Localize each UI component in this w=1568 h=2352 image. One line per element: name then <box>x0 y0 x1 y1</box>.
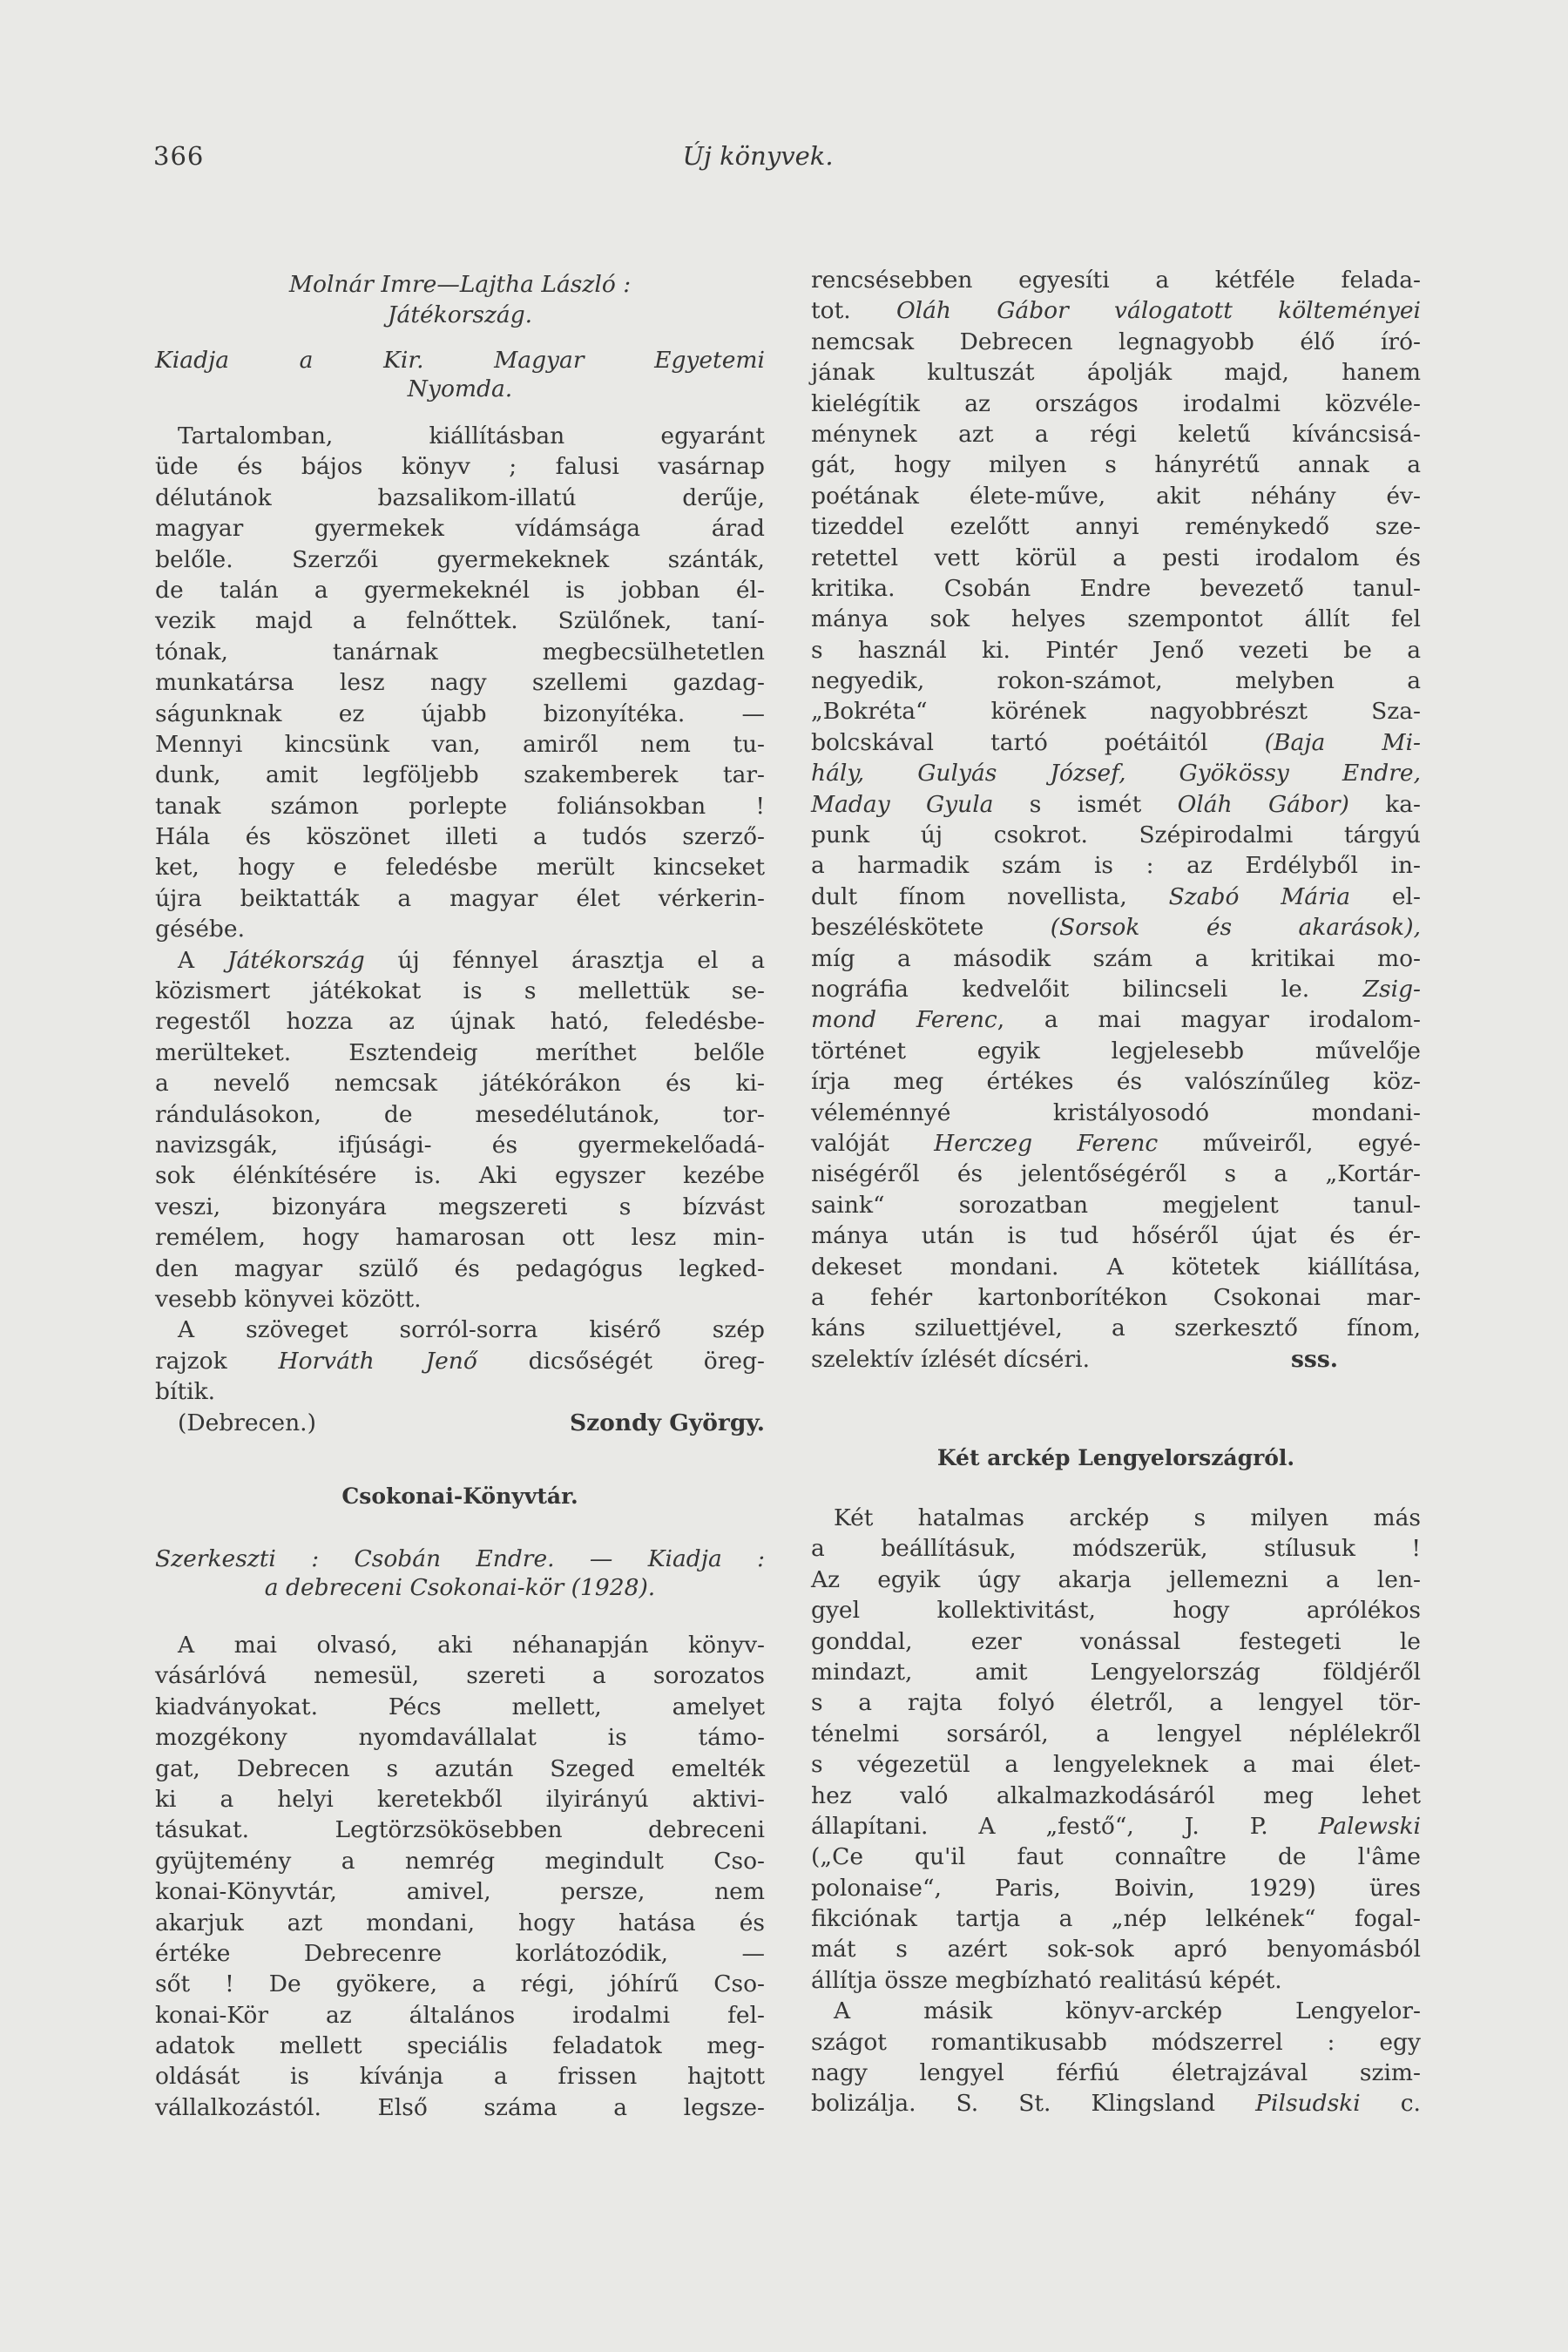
text-run: gésébe. <box>155 916 245 943</box>
text-run: a harmadik szám is : az Erdélyből in- <box>811 852 1421 880</box>
text-line <box>155 821 765 852</box>
imprint-block <box>155 1544 765 1602</box>
text-run: ka- <box>1348 790 1421 818</box>
text-line <box>811 789 1421 820</box>
text-line <box>811 666 1421 696</box>
text-run: újra beiktatták a magyar élet vérkerin- <box>155 884 765 912</box>
paragraph <box>811 1503 1421 1996</box>
text-run: konai-Kör az általános irodalmi fel- <box>155 2001 765 2029</box>
text-run: Tartalomban, kiállításban egyaránt <box>178 422 765 449</box>
running-title-text: Új könyvek. <box>682 141 834 171</box>
text-run: gyüjtemény a nemrég megindult Cso- <box>155 1847 765 1875</box>
text-line <box>155 1346 765 1376</box>
text-run: nográfia kedvelőit bilincseli le. <box>811 975 1363 1003</box>
text-line <box>811 1159 1421 1189</box>
text-line <box>811 389 1421 419</box>
text-line <box>811 1626 1421 1657</box>
paragraph <box>155 1408 765 1438</box>
signature: sss. <box>1291 1345 1338 1373</box>
text-run: fikciónak tartja a „nép lelkének“ fogal- <box>811 1905 1421 1933</box>
text-run: veszi, bizonyára megszereti s bízvást <box>155 1193 765 1220</box>
italic-text-run: (Sorsok és akarások), <box>1050 914 1421 942</box>
text-line <box>155 1908 765 1938</box>
signature: Szondy György. <box>569 1409 765 1436</box>
text-line <box>811 449 1421 480</box>
text-line <box>811 2027 1421 2058</box>
text-line <box>811 882 1421 912</box>
text-run: dekeset mondani. A kötetek kiállítása, <box>811 1253 1421 1281</box>
text-line <box>811 635 1421 666</box>
text-run: s a rajta folyó életről, a lengyel tör- <box>811 1689 1421 1717</box>
italic-text-run: mond Ferenc <box>811 1006 997 1034</box>
text-line <box>155 1722 765 1753</box>
text-line <box>811 1749 1421 1780</box>
text-run: míg a második szám a kritikai mo- <box>811 944 1421 972</box>
text-run: dicsőségét öreg- <box>476 1347 765 1375</box>
text-run: oldását is kívánja a frissen hajtott <box>155 2063 765 2091</box>
text-run: tizeddel ezelőtt annyi reménykedő sze- <box>811 513 1421 541</box>
text-line <box>811 511 1421 542</box>
text-run: gát, hogy milyen s hányrétű annak a <box>811 451 1421 479</box>
text-run: kielégítik az országos irodalmi közvéle- <box>811 389 1421 417</box>
body-block <box>155 1630 765 2123</box>
text-run: gat, Debrecen s azután Szeged emelték <box>155 1754 765 1782</box>
text-line <box>811 1657 1421 1687</box>
text-line <box>811 1687 1421 1718</box>
text-line <box>811 974 1421 1004</box>
italic-text-run: Zsig- <box>1362 975 1421 1003</box>
text-run: Két arckép Lengyelországról. <box>936 1445 1295 1470</box>
text-line <box>155 637 765 667</box>
text-line <box>155 1222 765 1253</box>
text-run: beszéléskötete <box>811 914 1051 942</box>
text-line <box>155 1068 765 1098</box>
text-run: délutánok bazsalikom-illatú derűje, <box>155 483 765 511</box>
text-line <box>155 1846 765 1876</box>
imprint-block <box>155 346 765 403</box>
paragraph <box>155 421 765 945</box>
text-run: tásukat. Legtörzsökösebben debreceni <box>155 1816 765 1844</box>
text-line <box>155 575 765 605</box>
text-run: új fénnyel árasztja el a <box>364 946 765 974</box>
italic-text-run: Játékország <box>226 946 365 974</box>
text-run: belőle. Szerzői gyermekeknek szánták, <box>155 545 765 573</box>
text-line <box>155 976 765 1006</box>
text-line <box>155 2061 765 2092</box>
text-line <box>811 543 1421 573</box>
text-line <box>811 1873 1421 1903</box>
text-run: akarjuk azt mondani, hogy hatása és <box>155 1909 765 1936</box>
text-line <box>155 2031 765 2061</box>
text-run: történet egyik legjelesebb művelője <box>811 1037 1421 1064</box>
text-run: nemcsak Debrecen legnagyobb élő író- <box>811 328 1421 355</box>
text-line <box>811 1565 1421 1595</box>
text-line <box>155 945 765 976</box>
text-run: adatok mellett speciális feladatok meg- <box>155 2032 765 2060</box>
text-line <box>811 357 1421 388</box>
text-line <box>811 419 1421 449</box>
text-line <box>155 1692 765 1722</box>
text-line <box>811 1903 1421 1934</box>
text-run: gonddal, ezer vonással festegeti le <box>811 1627 1421 1655</box>
text-line <box>155 2092 765 2123</box>
text-run: közismert játékokat is s mellettük se- <box>155 977 765 1005</box>
text-line <box>155 1376 765 1407</box>
italic-text-run: Maday Gyula <box>811 790 994 818</box>
heading-block <box>155 1481 765 1511</box>
text-line <box>811 481 1421 511</box>
text-line <box>811 2088 1421 2119</box>
text-line <box>811 1344 1421 1375</box>
text-line <box>811 1036 1421 1066</box>
text-line <box>155 513 765 544</box>
text-run: mindazt, amit Lengyelország földjéről <box>811 1658 1421 1686</box>
text-line <box>155 1192 765 1222</box>
text-run: Kiadja a Kir. Magyar Egyetemi <box>155 347 765 374</box>
text-line <box>155 1284 765 1315</box>
text-run: állítja össze megbízható realitású képét. <box>811 1966 1282 1994</box>
text-run: kiadványokat. Pécs mellett, amelyet <box>155 1693 765 1720</box>
text-run: A <box>178 946 227 974</box>
text-line <box>155 1784 765 1815</box>
text-line <box>155 1099 765 1130</box>
text-run: s ismét <box>993 790 1178 818</box>
text-line <box>155 544 765 575</box>
text-line <box>811 1004 1421 1035</box>
text-run: Mennyi kincsünk van, amiről nem tu- <box>155 730 765 758</box>
text-line <box>155 1254 765 1284</box>
text-run: állapítani. A „festő“, J. P. <box>811 1812 1319 1840</box>
text-run: a debreceni Csokonai-kör (1928). <box>264 1574 656 1601</box>
body-block <box>155 421 765 1438</box>
text-run: Nyomda. <box>407 375 513 402</box>
text-run: Hála és köszönet illeti a tudós szerző- <box>155 823 765 851</box>
paragraph <box>811 1996 1421 2119</box>
italic-text-run: Palewski <box>1318 1812 1421 1840</box>
text-run: el- <box>1350 882 1421 910</box>
heading-block <box>811 1443 1421 1473</box>
text-line <box>811 1781 1421 1811</box>
text-line <box>811 604 1421 634</box>
text-run: sok élénkítésére is. Aki egyszer kezébe <box>155 1162 765 1190</box>
text-line <box>155 1130 765 1160</box>
text-run: Az egyik úgy akarja jellemezni a len- <box>811 1565 1421 1593</box>
text-line <box>811 265 1421 295</box>
text-run: retettel vett körül a pesti irodalom és <box>811 544 1421 571</box>
text-line <box>811 727 1421 758</box>
text-run: ténelmi sorsáról, a lengyel néplélekről <box>811 1720 1421 1747</box>
italic-text-run: hály, Gulyás József, Gyökössy Endre, <box>811 760 1421 787</box>
text-line <box>155 729 765 760</box>
running-title <box>0 141 1568 171</box>
text-line <box>155 760 765 790</box>
text-run: valóját <box>811 1129 935 1157</box>
text-run: szelektív ízlését dícséri. <box>811 1345 1091 1373</box>
text-line <box>811 295 1421 326</box>
page-number: 366 <box>153 141 205 171</box>
text-line <box>811 943 1421 974</box>
text-line <box>155 914 765 944</box>
text-run: ki a helyi keretekből ilyirányú aktivi- <box>155 1785 765 1813</box>
text-line <box>155 269 765 300</box>
text-run: dult fínom novellista, <box>811 882 1169 910</box>
text-line <box>155 346 765 375</box>
paragraph <box>155 945 765 1315</box>
text-line <box>155 1408 765 1438</box>
text-line <box>811 1098 1421 1128</box>
text-line <box>155 1630 765 1660</box>
text-run: értéke Debrecenre korlátozódik, — <box>155 1939 765 1967</box>
text-line <box>811 1066 1421 1097</box>
text-run: gyel kollektivitást, hogy aprólékos <box>811 1597 1421 1625</box>
text-line <box>155 1660 765 1691</box>
text-run: navizsgák, ifjúsági- és gyermekelőadá- <box>155 1131 765 1159</box>
text-line <box>155 1573 765 1602</box>
text-run: ménynek azt a régi keletű kíváncsisá- <box>811 420 1421 448</box>
text-run: rajzok <box>155 1347 279 1375</box>
italic-text-run: Pilsudski <box>1255 2090 1361 2118</box>
text-line <box>811 1842 1421 1872</box>
paragraph <box>155 1544 765 1602</box>
text-line <box>811 573 1421 604</box>
text-line <box>155 1481 765 1511</box>
text-run: mánya sok helyes szempontot állít fel <box>811 605 1421 633</box>
text-run: munkatársa lesz nagy szellemi gazdag- <box>155 669 765 697</box>
italic-text-run: Oláh Gábor válogatott költeményei <box>896 297 1421 325</box>
text-line <box>811 696 1421 727</box>
text-run: kritika. Csobán Endre bevezető tanul- <box>811 574 1421 602</box>
text-line <box>811 1220 1421 1251</box>
text-line <box>811 1595 1421 1625</box>
text-line <box>155 1315 765 1345</box>
text-run: ságunknak ez újabb bizonyítéka. — <box>155 700 765 727</box>
text-line <box>155 883 765 914</box>
text-line <box>811 1965 1421 1996</box>
text-line <box>155 1037 765 1068</box>
paragraph <box>811 265 1421 1375</box>
text-line <box>155 421 765 451</box>
italic-text-run: Horváth Jenő <box>278 1347 477 1375</box>
text-line <box>155 1815 765 1845</box>
text-line <box>155 699 765 729</box>
text-line <box>811 1443 1421 1473</box>
text-run: merülteket. Esztendeig meríthet belőle <box>155 1038 765 1066</box>
text-line <box>811 820 1421 850</box>
text-line <box>155 605 765 636</box>
paragraph <box>155 1630 765 2123</box>
paragraph <box>155 346 765 403</box>
text-line <box>811 1313 1421 1343</box>
text-run: mánya után is tud hőséről újat és ér- <box>811 1222 1421 1250</box>
text-run: Molnár Imre—Lajtha László : <box>288 271 632 298</box>
text-line <box>155 1969 765 1999</box>
text-line <box>155 1754 765 1784</box>
italic-text-run: Herczeg Ferenc <box>934 1129 1159 1157</box>
text-run: véleménnyé kristályosodó mondani- <box>811 1098 1421 1126</box>
text-run: bolcskával tartó poétáitól <box>811 728 1265 756</box>
text-run: negyedik, rokon-számot, melyben a <box>811 667 1421 695</box>
text-run: vásárlóvá nemesül, szereti a sorozatos <box>155 1662 765 1690</box>
text-run: (Debrecen.) <box>178 1409 316 1436</box>
text-run: vezik majd a felnőttek. Szülőnek, taní- <box>155 607 765 635</box>
text-run: hez való alkalmazkodásáról meg lehet <box>811 1781 1421 1809</box>
text-run: saink“ sorozatban megjelent tanul- <box>811 1191 1421 1219</box>
text-line <box>811 1190 1421 1220</box>
text-run: a fehér kartonborítékon Csokonai mar- <box>811 1283 1421 1311</box>
text-line <box>811 850 1421 881</box>
italic-text-run: Oláh Gábor) <box>1177 790 1349 818</box>
text-line <box>811 1282 1421 1313</box>
text-run: szágot romantikusabb módszerrel : egy <box>811 2028 1421 2056</box>
text-line <box>155 483 765 513</box>
text-line <box>155 852 765 882</box>
text-run: , a mai magyar irodalom- <box>997 1006 1421 1034</box>
paragraph <box>155 269 765 330</box>
text-run: tot. <box>811 297 896 325</box>
text-line <box>811 758 1421 788</box>
text-line <box>811 1533 1421 1564</box>
text-line <box>155 375 765 403</box>
text-run: remélem, hogy hamarosan ott lesz min- <box>155 1224 765 1252</box>
text-run: „Bokréta“ körének nagyobbrészt Sza- <box>811 698 1421 726</box>
text-run: niségéről és jelentőségéről s a „Kortár- <box>811 1160 1421 1188</box>
text-run: mozgékony nyomdavállalat is támo- <box>155 1724 765 1752</box>
text-run: regestől hozza az újnak ható, feledésbe- <box>155 1008 765 1036</box>
text-line <box>155 2000 765 2031</box>
text-run: c. <box>1360 2090 1421 2118</box>
text-run: s használ ki. Pintér Jenő vezeti be a <box>811 636 1421 664</box>
text-run: bolizálja. S. St. Klingsland <box>811 2090 1256 2118</box>
text-run: („Ce qu'il faut connaître de l'âme <box>811 1843 1421 1871</box>
text-line <box>155 1876 765 1907</box>
italic-text-run: Szabó Mária <box>1168 882 1351 910</box>
text-line <box>811 1128 1421 1159</box>
text-run: A szöveget sorról-sorra kisérő szép <box>178 1316 765 1344</box>
text-line <box>155 1938 765 1969</box>
text-run: vállalkozástól. Első száma a legsze- <box>155 2093 765 2121</box>
text-run: poétának élete-műve, akit néhány év- <box>811 482 1421 510</box>
text-run: a beállításuk, módszerük, stílusuk ! <box>811 1535 1421 1563</box>
text-run: bítik. <box>155 1378 216 1406</box>
text-run: üde és bájos könyv ; falusi vasárnap <box>155 453 765 481</box>
text-run: den magyar szülő és pedagógus legked- <box>155 1254 765 1282</box>
text-run: káns sziluettjével, a szerkesztő fínom, <box>811 1315 1421 1342</box>
text-line <box>155 1544 765 1573</box>
text-run: konai-Könyvtár, amivel, persze, nem <box>155 1878 765 1906</box>
text-run: Csokonai-Könyvtár. <box>341 1484 578 1509</box>
body-block <box>811 1503 1421 2119</box>
text-run: dunk, amit legföljebb szakemberek tar- <box>155 761 765 789</box>
text-line <box>155 300 765 330</box>
text-run: A másik könyv-arckép Lengyelor- <box>834 1997 1421 2025</box>
text-run: rándulásokon, de mesedélutánok, tor- <box>155 1100 765 1128</box>
text-run: ket, hogy e feledésbe merült kincseket <box>155 854 765 882</box>
text-line <box>811 327 1421 357</box>
text-run: tónak, tanárnak megbecsülhetetlen <box>155 638 765 666</box>
section-heading <box>811 1443 1421 1473</box>
text-run: mát s azért sok-sok apró benyomásból <box>811 1936 1421 1963</box>
text-run: s végezetül a lengyeleknek a mai élet- <box>811 1751 1421 1779</box>
text-run: műveiről, egyé- <box>1158 1129 1421 1157</box>
text-line <box>811 1811 1421 1842</box>
text-run: nagy lengyel férfiú életrajzával szim- <box>811 2059 1421 2087</box>
text-run: A mai olvasó, aki néhanapján könyv- <box>178 1632 765 1659</box>
text-line <box>811 912 1421 943</box>
text-line <box>811 1503 1421 1533</box>
text-run: punk új csokrot. Szépirodalmi tárgyú <box>811 821 1421 849</box>
text-line <box>811 1719 1421 1749</box>
text-line <box>811 1996 1421 2026</box>
text-run: a nevelő nemcsak játékórákon és ki- <box>155 1070 765 1098</box>
text-run: tanak számon porlepte foliánsokban ! <box>155 792 765 820</box>
text-line <box>811 1934 1421 1964</box>
text-run: írja meg értékes és valószínűleg köz- <box>811 1068 1421 1096</box>
text-run: sőt ! De gyökere, a régi, jóhírű Cso- <box>155 1970 765 1998</box>
text-line <box>155 1006 765 1037</box>
text-run: de talán a gyermekeknél is jobban él- <box>155 576 765 604</box>
text-line <box>155 1160 765 1191</box>
text-run: vesebb könyvei között. <box>155 1285 422 1313</box>
text-line <box>811 1252 1421 1282</box>
text-run: jának kultuszát ápolják majd, hanem <box>811 359 1421 387</box>
section-heading <box>155 1481 765 1511</box>
text-line <box>811 2058 1421 2088</box>
text-run: Játékország. <box>387 301 533 328</box>
text-line <box>155 451 765 482</box>
text-run: Szerkeszti : Csobán Endre. — Kiadja : <box>155 1545 765 1572</box>
text-run: magyar gyermekek vídámsága árad <box>155 515 765 543</box>
text-line <box>155 791 765 821</box>
text-line <box>155 667 765 698</box>
byline-block <box>155 269 765 330</box>
italic-text-run: (Baja Mi- <box>1264 728 1421 756</box>
body-block <box>811 265 1421 1375</box>
paragraph <box>155 1315 765 1407</box>
text-run: Két hatalmas arckép s milyen más <box>834 1504 1421 1531</box>
text-run: rencsésebben egyesíti a kétféle felada- <box>811 267 1421 294</box>
text-run: polonaise“, Paris, Boivin, 1929) üres <box>811 1874 1421 1902</box>
